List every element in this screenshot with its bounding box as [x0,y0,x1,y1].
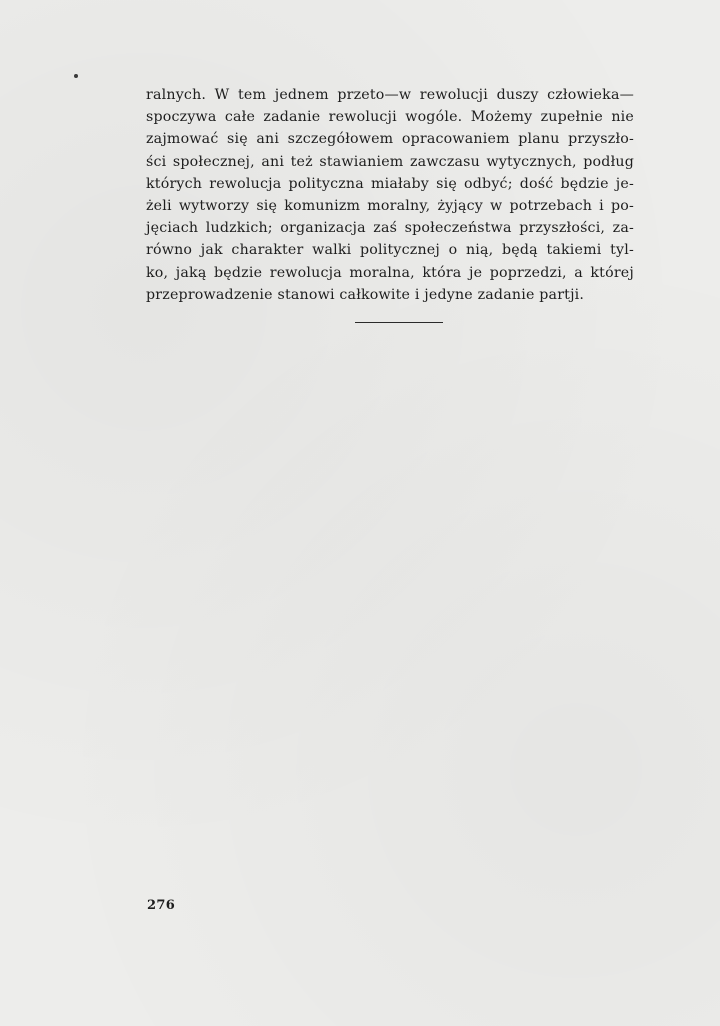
text-line: przeprowadzenie stanowi całkowite i jedyne zadanie partji. [146,286,585,303]
text-line: zajmować się ani szczegółowem opracowaniem planu przyszło- [146,131,634,148]
text-line: ko, jaką będzie rewolucja moralna, która je poprzedzi, a której [146,264,634,281]
text-line: których rewolucja polityczna miałaby się odbyć; dość będzie je- [146,175,634,192]
body-paragraph [146,84,634,306]
text-line: ralnych. W tem jednem przeto—w rewolucji duszy człowieka— [146,87,634,103]
text-line: ści społecznej, ani też stawianiem zawczasu wytycznych, podług [146,153,634,170]
ink-speck [74,74,78,78]
text-line: jęciach ludzkich; organizacja zaś społeczeństwa przyszłości, za- [146,220,634,237]
text-line: spoczywa całe zadanie rewolucji wogóle. Możemy zupełnie nie [146,109,634,126]
text-line: żeli wytworzy się komunizm moralny, żyjący w potrzebach i po- [146,198,634,215]
text-line: równo jak charakter walki politycznej o nią, będą takiemi tyl- [146,242,634,259]
section-end-rule [355,322,443,323]
page-number: 276 [147,898,176,913]
